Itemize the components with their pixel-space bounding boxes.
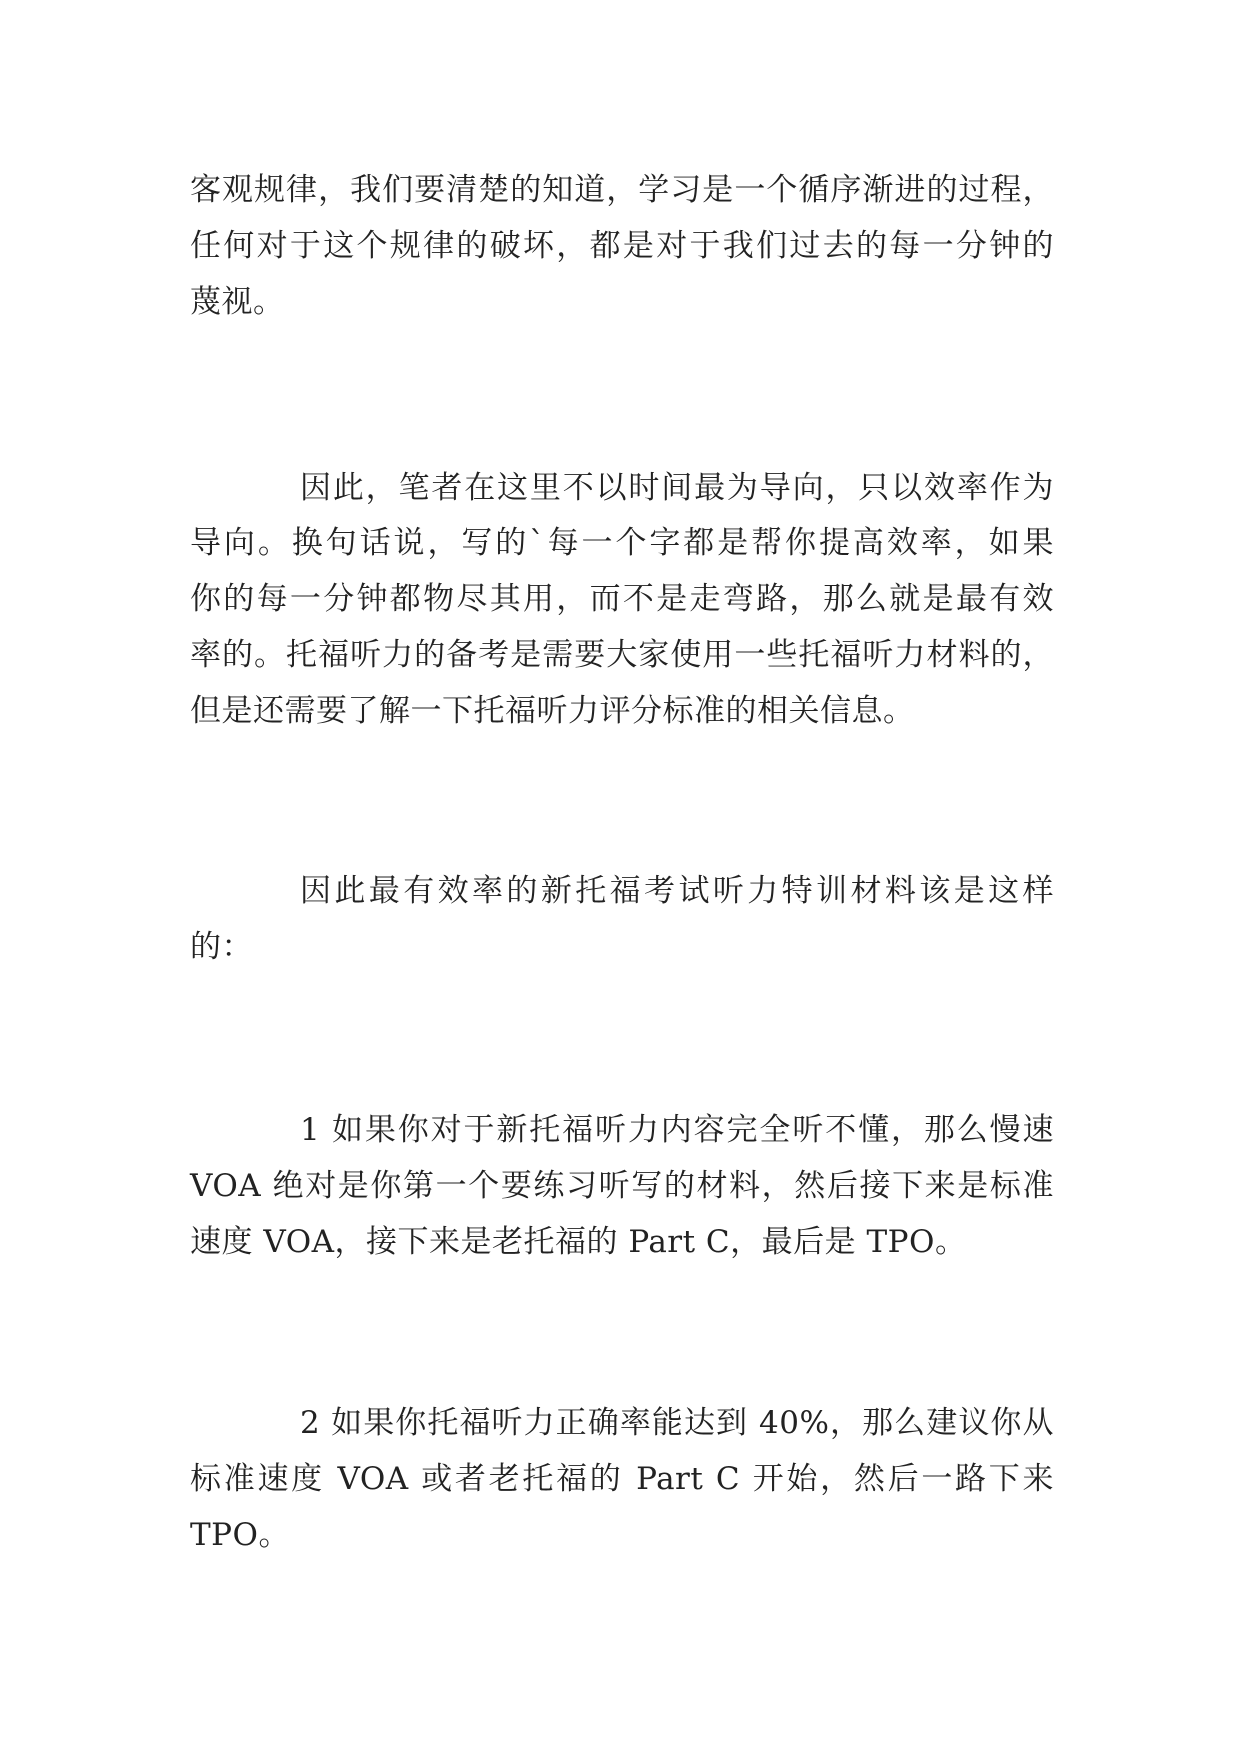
paragraph-line: 1 如果你对于新托福听力内容完全听不懂，那么慢速 — [300, 1112, 1054, 1148]
paragraph-line: 率的。托福听力的备考是需要大家使用一些托福听力材料的， — [190, 637, 1054, 673]
paragraph-line: 速度 VOA，接下来是老托福的 Part C，最后是 TPO。 — [190, 1224, 967, 1260]
paragraph-line: 的： — [190, 929, 253, 965]
paragraph-line: TPO。 — [190, 1517, 290, 1553]
paragraph-line: 客观规律，我们要清楚的知道，学习是一个循序渐进的过程， — [190, 172, 1054, 208]
paragraph-line: 标准速度 VOA 或者老托福的 Part C 开始，然后一路下来 — [190, 1461, 1054, 1497]
paragraph-line: 蔑视。 — [190, 284, 285, 320]
paragraph-line: 任何对于这个规律的破坏，都是对于我们过去的每一分钟的 — [190, 228, 1054, 264]
paragraph-line: 2 如果你托福听力正确率能达到 40%，那么建议你从 — [300, 1405, 1054, 1441]
paragraph-line: 因此最有效率的新托福考试听力特训材料该是这样 — [300, 873, 1054, 909]
paragraph-line: VOA 绝对是你第一个要练习听写的材料，然后接下来是标准 — [190, 1168, 1054, 1204]
paragraph-line: 你的每一分钟都物尽其用，而不是走弯路，那么就是最有效 — [190, 581, 1054, 617]
paragraph-line: 但是还需要了解一下托福听力评分标准的相关信息。 — [190, 693, 915, 729]
paragraph-line: 导向。换句话说，写的`每一个字都是帮你提高效率，如果 — [190, 525, 1054, 561]
paragraph-line: 因此，笔者在这里不以时间最为导向，只以效率作为 — [300, 470, 1054, 506]
